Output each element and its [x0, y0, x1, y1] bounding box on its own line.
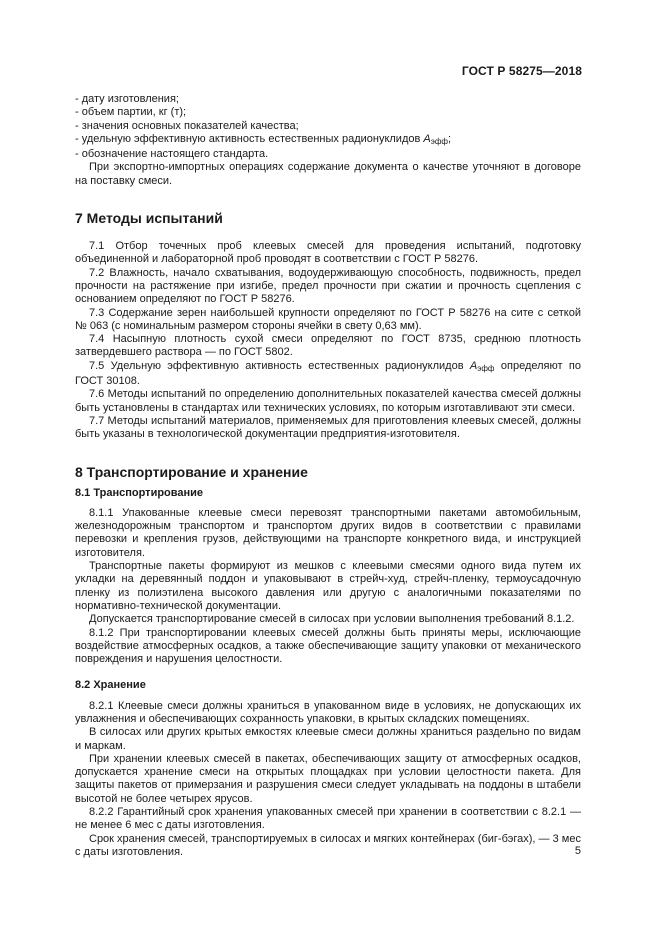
paragraph: 8.1.2 При транспортировании клеевых смесей должны быть приняты меры, исключающие воздействие атмосферных осадков, а также обеспечивающие защиту упаковки от механического повреждения и нарушения целостности. [75, 626, 581, 666]
paragraph: 8.1.1 Упакованные клеевые смеси перевозят транспортными пакетами автомобильным, железнодорожным транспортом и транспортом других видов в соответствии с правилами перевозки и крепления грузов, действующими на транспорте конкретного вида, и инструкцией изготовителя. [75, 506, 581, 559]
page-number: 5 [574, 845, 581, 857]
paragraph: 7.1 Отбор точечных проб клеевых смесей для проведения испытаний, подготовку объединенной и лабораторной проб проводят в соответствии с ГОСТ Р 58276. [75, 240, 581, 266]
list-item: - значения основных показателей качества; [75, 119, 299, 132]
list-item: - обозначение настоящего стандарта. [75, 148, 269, 161]
list-item: - дату изготовления; [75, 93, 179, 105]
paragraph: 7.4 Насыпную плотность сухой смеси определяют по ГОСТ 8735, среднюю плотность затвердевшего раствора — по ГОСТ 5802. [75, 333, 581, 359]
standard-header: ГОСТ Р 58275—2018 [461, 64, 582, 78]
paragraph: 7.6 Методы испытаний по определению дополнительных показателей качества смесей должны быть установлены в стандартах или технических условиях, по которым изготавливают эти смеси. [75, 388, 581, 414]
list-item: - объем партии, кг (т); [75, 106, 187, 119]
section-8-1-heading: 8.1 Транспортирование [75, 486, 204, 499]
section-8-2-heading: 8.2 Хранение [75, 679, 146, 692]
paragraph: При хранении клеевых смесей в пакетах, обеспечивающих защиту от атмосферных осадков, допускается хранение смеси на открытых площадках при условии целостности пакета. Для защиты пакетов от примерзания и разрушения смеси следует укладывать на поддоны в штабели высотой не более четырех ярусов. [75, 752, 581, 805]
paragraph: 7.5 Удельную эффективную активность естественных радионуклидов $A_{эфф}$ определяют по ГОСТ 30108. [75, 359, 581, 388]
paragraph: Срок хранения смесей, транспортируемых в силосах и мягких контейнерах (биг-бэгах), — 3 мес с даты изготовления. [75, 832, 581, 858]
paragraph: 7.3 Содержание зерен наибольшей крупности определяют по ГОСТ Р 58276 на сите с сеткой № 063 (с номинальным размером стороны ячейки в свету 0,63 мм). [75, 306, 581, 332]
paragraph: 7.2 Влажность, начало схватывания, водоудерживающую способность, подвижность, предел прочности на растяжение при изгибе, предел прочности при сжатии и прочность сцепления с основанием определяют по ГОСТ Р 58276. [75, 266, 581, 306]
paragraph: 7.7 Методы испытаний материалов, применяемых для приготовления клеевых смесей, должны быть указаны в технологической документации предприятия-изготовителя. [75, 414, 581, 441]
paragraph: В силосах или других крытых емкостях клеевые смеси должны храниться раздельно по видам и маркам. [75, 726, 581, 752]
section-8-heading: 8 Транспортирование и хранение [75, 463, 308, 480]
paragraph: Допускается транспортирование смесей в силосах при условии выполнения требований 8.1.2. [89, 613, 575, 626]
section-7-heading: 7 Методы испытаний [75, 210, 223, 227]
paragraph: Транспортные пакеты формируют из мешков с клеевыми смесями одного вида путем их укладки на деревянный поддон и упаковывают в стрейч-худ, стрейч-пленку, термоусадочную пленку из полиэтилена высокого давления или другую с аналогичными показателями по нормативно-технической документации. [75, 560, 581, 612]
paragraph: При экспортно-импортных операциях содержание документа о качестве уточняют в договоре на поставку смеси. [75, 161, 581, 187]
paragraph: 8.2.1 Клеевые смеси должны храниться в упакованном виде в условиях, не допускающих их увлажнения и обеспечивающих сохранность упаковки, в крытых складских помещениях. [75, 699, 581, 725]
page-content [75, 93, 581, 859]
paragraph: 8.2.2 Гарантийный срок хранения упакованных смесей при хранении в соответствии с 8.2.1 — не менее 6 мес с даты изготовления. [75, 806, 581, 832]
list-item: - удельную эффективную активность естественных радионуклидов $A_{эфф}$; [75, 132, 452, 146]
